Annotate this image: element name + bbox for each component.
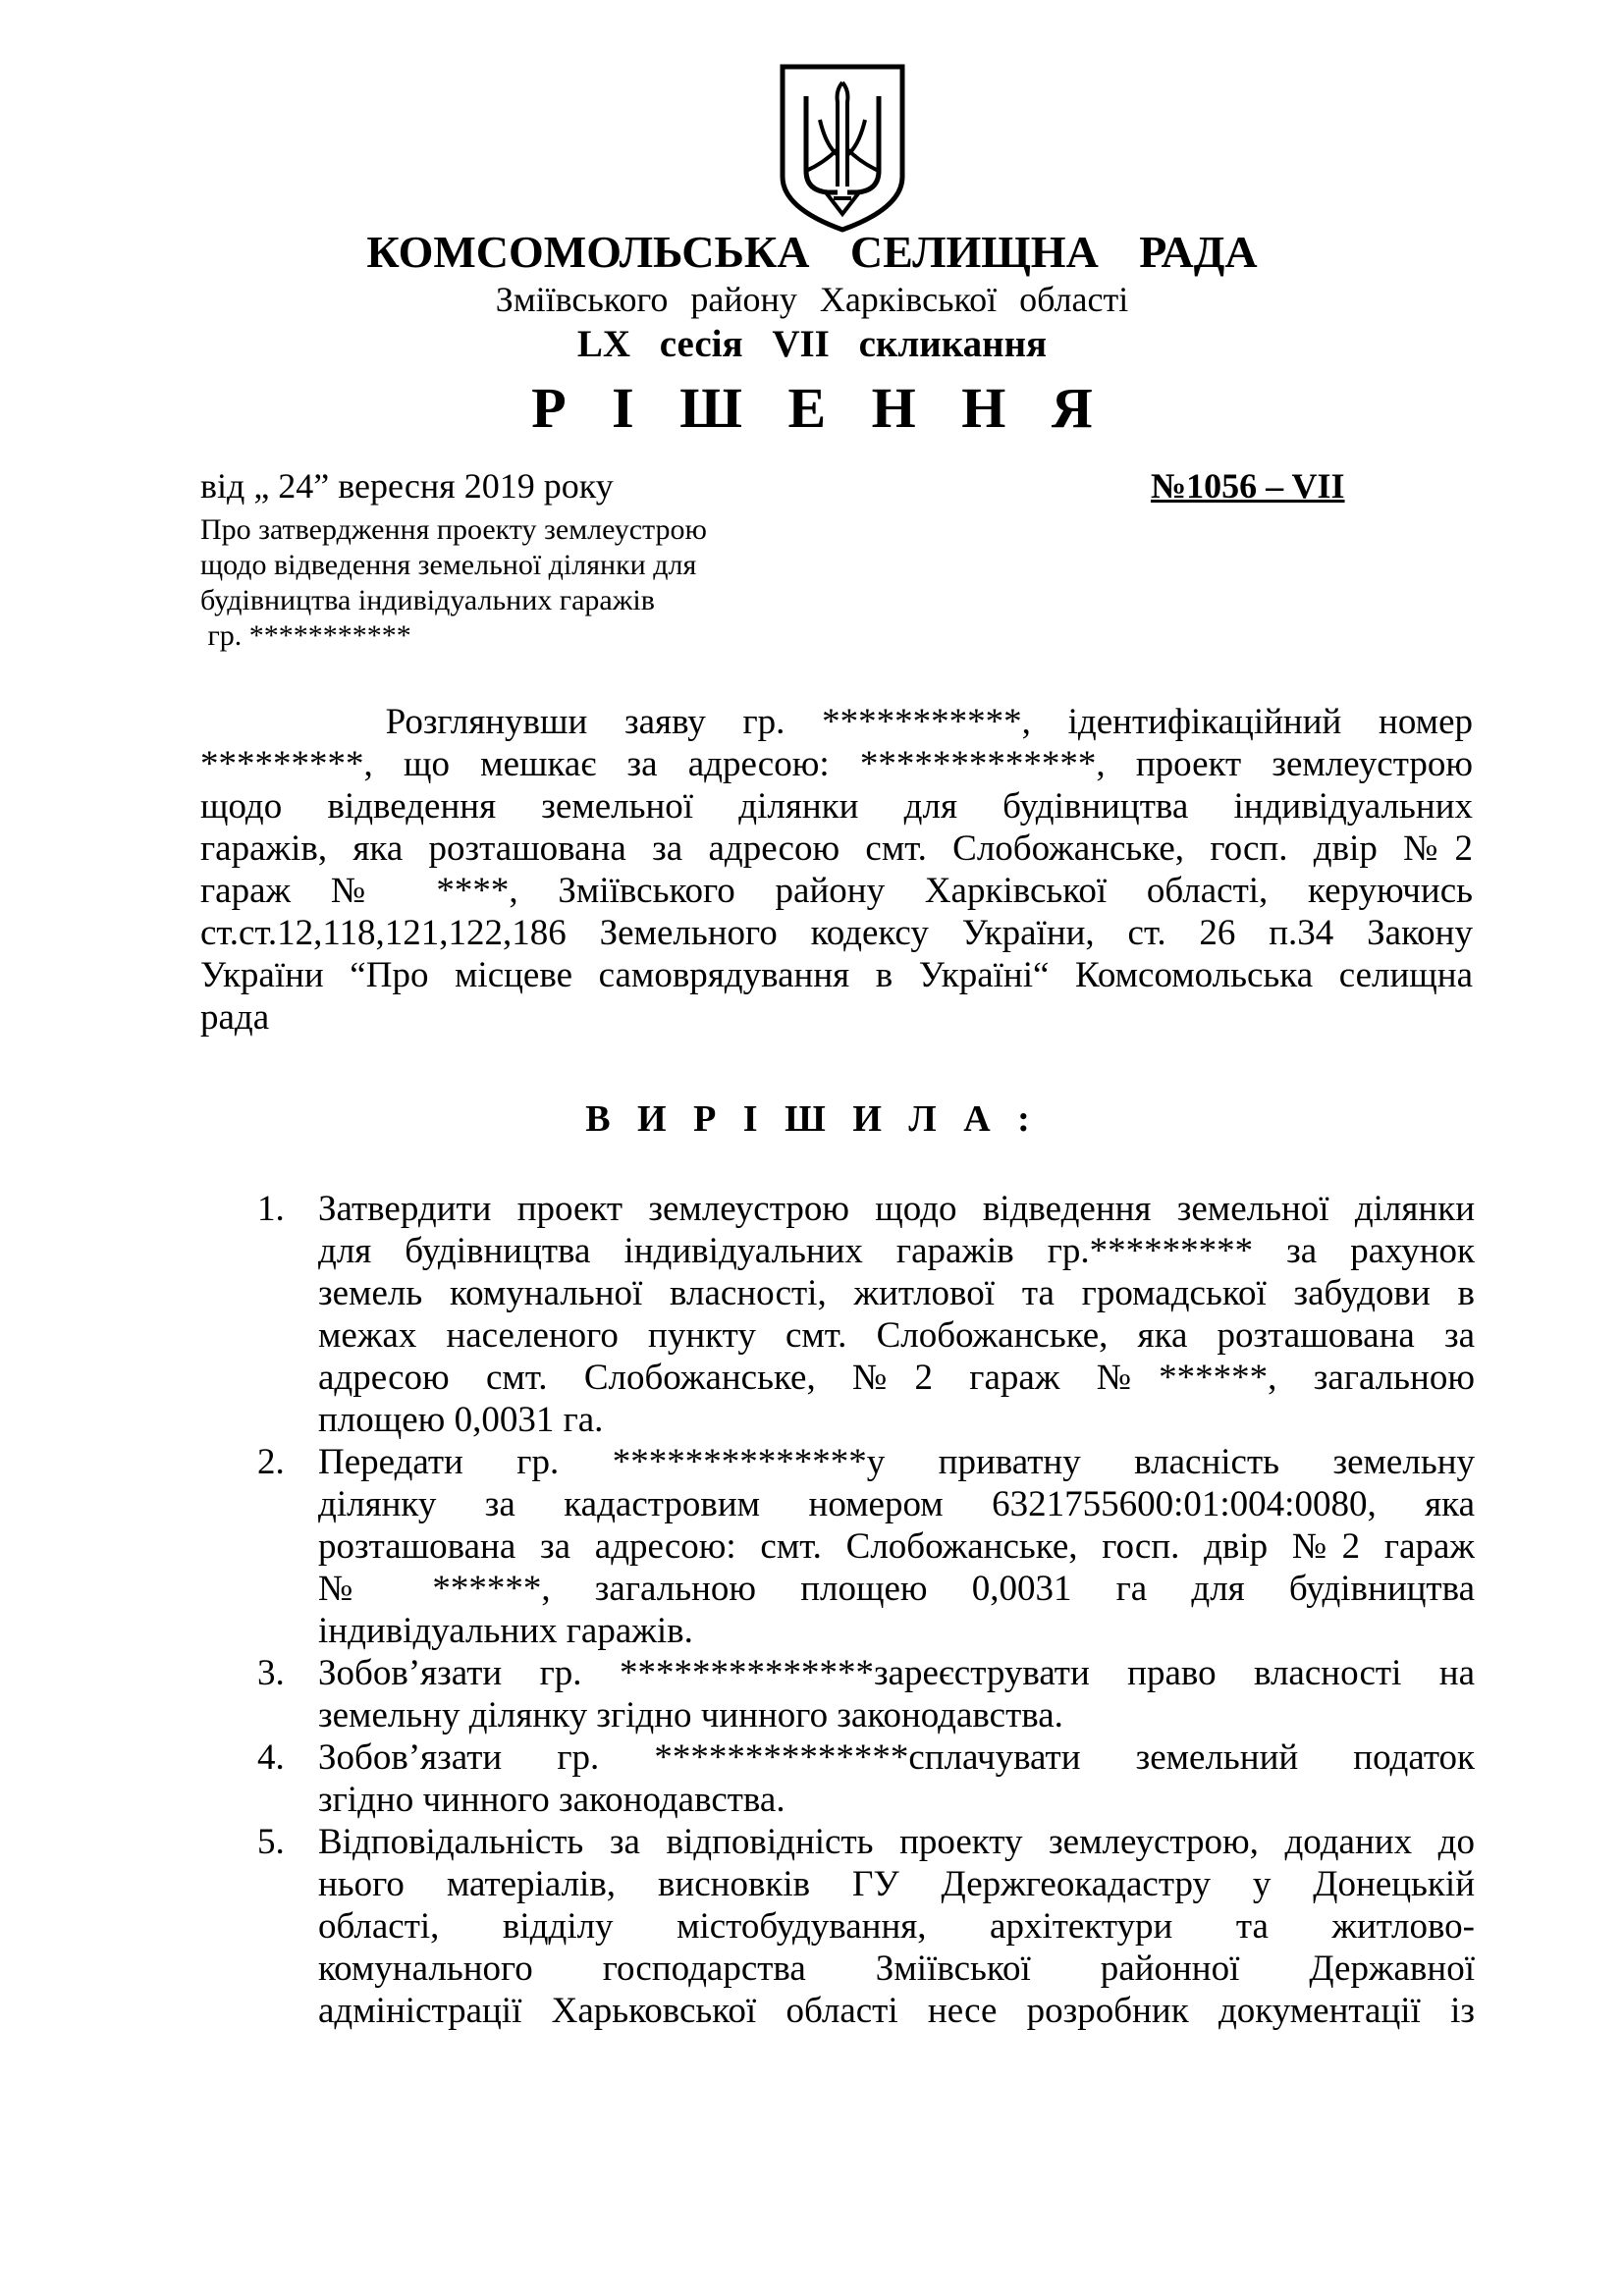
preamble-line: Розглянувши заяву гр. ***********, ідентифікаційний номер (200, 702, 1473, 742)
item-line: земель комунальної власності, житлової та громадської забудови в (318, 1273, 1475, 1313)
item-line: ділянку за кадастровим номером 6321755600:01:004:0080, яка (318, 1484, 1475, 1524)
item-line: адресою смт. Слобожанське, №2 гараж №******, загальною (318, 1358, 1475, 1398)
preamble-line: України “Про місцеве самоврядування в Україні“ Комсомольська селищна (200, 955, 1473, 995)
subject-line: гр. *********** (200, 619, 411, 652)
subject-line: будівництва індивідуальних гаражів (200, 584, 655, 616)
list-item (257, 1188, 1475, 1441)
item-line: згідно чинного законодавства. (318, 1780, 785, 1820)
decision-date: від „ 24” вересня 2019 року (200, 466, 614, 506)
item-number: 3. (257, 1653, 285, 1693)
subject-line: Про затвердження проекту землеустрою (200, 513, 707, 546)
subject-line: щодо відведення земельної ділянки для (200, 549, 697, 581)
preamble-line: гаражів, яка розташована за адресою смт. Слобожанське, госп. двір №2 (200, 828, 1473, 869)
item-line: для будівництва індивідуальних гаражів гр.********* за рахунок (318, 1231, 1475, 1271)
item-line: нього матеріалів, висновків ГУ Держгеокадастру у Донецькій (318, 1864, 1475, 1904)
resolution-items (257, 1188, 1475, 2032)
item-line: адміністрації Харьковської області несе розробник документації із (318, 1991, 1475, 2031)
session-info: LX сесія VII скликання (576, 323, 1048, 365)
preamble-line: *********, що мешкає за адресою: *************, проект землеустрою (200, 744, 1473, 784)
item-number: 5. (257, 1822, 285, 1862)
item-line: області, відділу містобудування, архітектури та житлово- (318, 1906, 1475, 1947)
preamble-line: гараж № ****, Зміївського району Харківської області, керуючись (200, 871, 1473, 911)
preamble-paragraph (200, 701, 1473, 1039)
list-item (257, 1821, 1475, 2032)
item-line: індивідуальних гаражів. (318, 1611, 693, 1651)
item-line: Затвердити проект землеустрою щодо відведення земельної ділянки (318, 1189, 1475, 1229)
item-number: 4. (257, 1737, 285, 1778)
item-line: Зобов’язати гр. **************зареєструвати право власності на (318, 1653, 1475, 1693)
item-number: 2. (257, 1442, 285, 1482)
resolved-heading: В И Р І Ш И Л А : (585, 1098, 1039, 1140)
coat-of-arms-icon (777, 61, 908, 236)
preamble-line: рада (200, 997, 270, 1038)
document-title: Р І Ш Е Н Н Я (531, 376, 1109, 440)
item-line: розташована за адресою: смт. Слобожанське, госп. двір №2 гараж (318, 1526, 1475, 1567)
district-name: Зміївського району Харківської області (495, 280, 1129, 319)
item-line: Передати гр. **************у приватну власність земельну (318, 1442, 1475, 1482)
decision-subject (200, 512, 707, 654)
item-line: № ******, загальною площею 0,0031 га для будівництва (318, 1569, 1475, 1609)
item-line: площею 0,0031 га. (318, 1400, 604, 1440)
item-line: межах населеного пункту смт. Слобожанське, яка розташована за (318, 1315, 1475, 1356)
preamble-line: щодо відведення земельної ділянки для будівництва індивідуальних (200, 786, 1473, 827)
item-line: комунального господарства Зміївської районної Державної (318, 1949, 1475, 1989)
item-number: 1. (257, 1189, 285, 1229)
council-name: КОМСОМОЛЬСЬКА СЕЛИЩНА РАДА (366, 227, 1258, 277)
list-item (257, 1441, 1475, 1652)
list-item (257, 1652, 1475, 1736)
item-line: Зобов’язати гр. **************сплачувати земельний податок (318, 1737, 1475, 1778)
list-item (257, 1736, 1475, 1821)
preamble-line: ст.ст.12,118,121,122,186 Земельного кодексу України, ст. 26 п.34 Закону (200, 913, 1473, 953)
item-line: земельну ділянку згідно чинного законодавства. (318, 1695, 1063, 1735)
decision-number: №1056 – VII (1151, 466, 1345, 506)
item-line: Відповідальність за відповідність проекту землеустрою, доданих до (318, 1822, 1475, 1862)
